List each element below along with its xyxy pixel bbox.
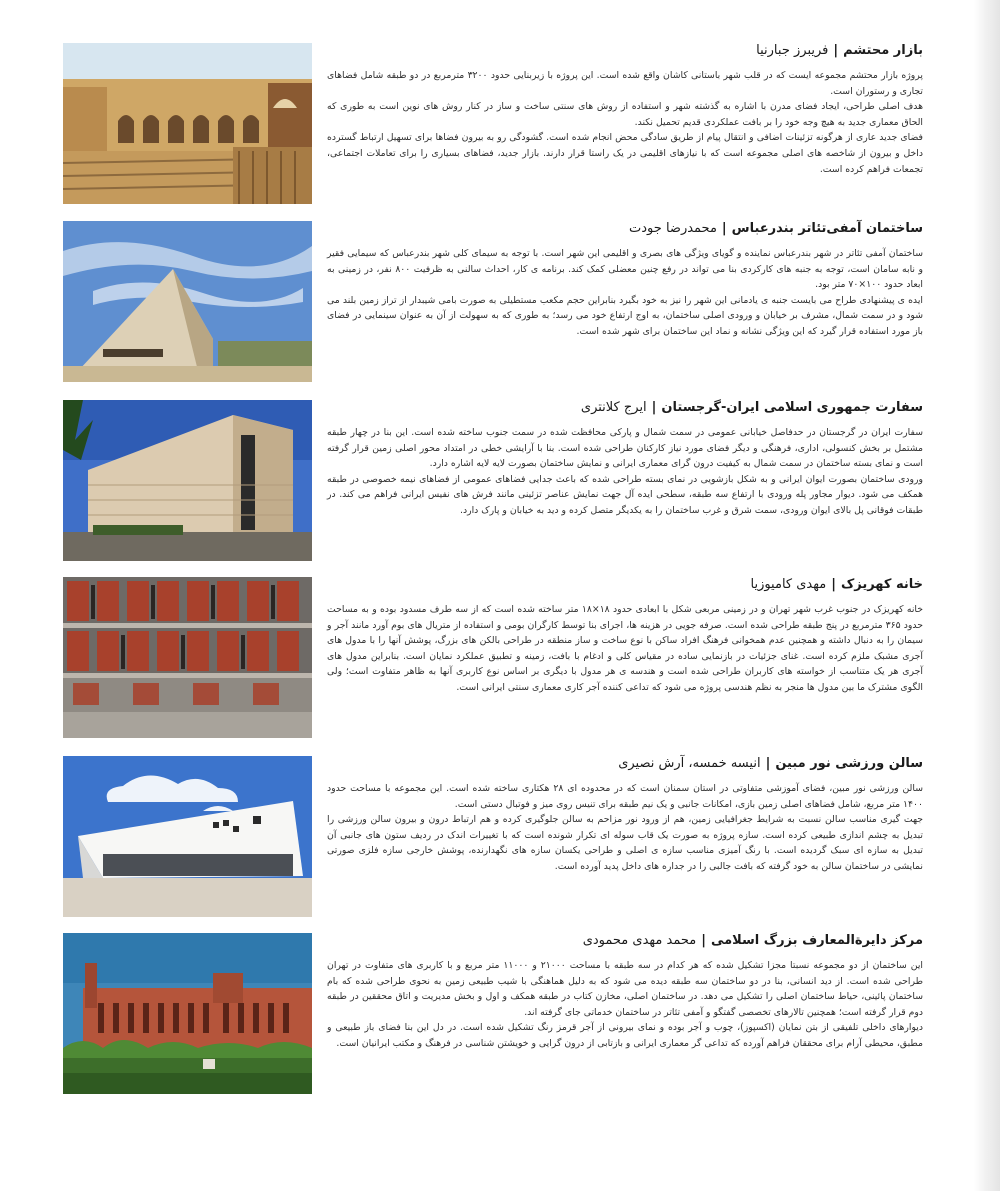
- project-heading: [327, 755, 923, 772]
- project-photo-bandar-abbas-amphitheater: [63, 221, 312, 382]
- project-paragraph: سفارت ایران در گرجستان در حدفاصل خیابانی عمومی در سمت شمال و پارکی محافظت شده در سمت جنوب ساخته شده است. این بنا در چهار طبقه مشتمل بر بخش کنسولی، اداری، فرهنگی و دیگر فضای مورد نیاز کارکنان طراحی شده است. بنا با آرایشی خطی در امتداد محور اصلی زمین قرار گرفته است و نمای بسته ساختمان در سمت شمال به کیفیت درون گرای معماری ایرانی و نمایش ساختمان بصورت لایه لایه اشاره دارد.: [327, 427, 923, 470]
- project-text: [327, 576, 923, 696]
- project-paragraph: ورودی ساختمان بصورت ایوان ایرانی و به شکل بازشویی در نمای بسته طراحی شده که باعث جدایی فضاهای عمومی از فضاهای نیمه خصوصی در طبقه همکف می شود. دیوار مجاور پله ورودی با ارتفاع سه طبقه، سطحی ایده آل جهت نمایش عناصر تزئینی مانند فرش های نفیس ایرانی فراهم می کند. در طبقات فوقانی پل بالای ایوان ورودی، سمت شرق و غرب ساختمان را به یکدیگر متصل کرده و دید به خیابان و پارک دارد.: [327, 473, 923, 516]
- project-entry: [63, 933, 923, 1098]
- project-paragraph: سالن ورزشی نور مبین، فضای آموزشی متفاوتی در استان سمنان است که در محدوده ای ۲۸ هکتاری ساخته شده است. این مجموعه با مساحت حدود ۱۴۰۰ متر مربع، شامل فضاهای اصلی زمین بازی، امکانات جانبی و یک نیم طبقه برای تنیس روی میز و فوتبال دستی است.: [327, 783, 924, 810]
- project-architect: ایرج کلانتری: [580, 400, 647, 415]
- project-entry: [63, 756, 923, 921]
- project-title: ساختمان آمفی‌تئاتر بندرعباس: [731, 221, 923, 236]
- project-photo-mohtasham-bazaar: [63, 43, 312, 204]
- heading-separator: |: [831, 577, 836, 592]
- project-heading: [327, 932, 923, 949]
- project-title: بازار محتشم: [843, 43, 923, 58]
- project-architect: محمد مهدی محمودی: [582, 933, 697, 948]
- project-title: خانه کهریزک: [840, 577, 923, 592]
- project-architect: مهدی کامیوزیا: [750, 577, 827, 592]
- kahrizak-house-photo-illustration: [63, 577, 312, 738]
- page-edge-shadow: [974, 0, 1000, 1191]
- heading-separator: |: [833, 43, 839, 58]
- embassy-photo-illustration: [63, 400, 312, 561]
- heading-separator: |: [721, 221, 727, 236]
- heading-separator: |: [765, 756, 771, 771]
- project-text: [327, 399, 923, 519]
- project-entry: [63, 577, 923, 742]
- project-paragraph: ساختمان آمفی تئاتر در شهر بندرعباس نماینده و گویای ویژگی های بصری و اقلیمی این شهر است. با توجه به سیمای کلی شهر بندرعباس که سیمایی فقیر و نابه سامان است، توجه به جنبه های کارکردی بنا می تواند در رفع چنین معضلی کمک کند. برنامه ی کار، احداث سالنی به ظرفیت ۸۰۰ نفر، در زمینی به ابعاد حدود ۱۰۰×۷۰ متر بود.: [327, 248, 923, 291]
- bazaar-photo-illustration: [63, 43, 312, 204]
- project-text: [327, 220, 923, 340]
- project-paragraph: دیوارهای داخلی تلفیقی از بتن نمایان (اکسپوز)، چوب و آجر بوده و نمای بیرونی از آجر قرمز رنگ تشکیل شده است. در دل این بنا فضای باز طبیعی و مطبق، محیطی آرام برای محققان فراهم آورده که تداعی گر معماری ایرانی و بازتابی از درون گرایی و خویشتن شناسی در فرهنگ و مکتب ایرانیان است.: [327, 1022, 923, 1049]
- project-architect: انیسه خمسه، آرش نصیری: [618, 756, 761, 771]
- heading-separator: |: [651, 400, 657, 415]
- project-heading: [327, 576, 923, 593]
- project-paragraph: هدف اصلی طراحی، ایجاد فضای مدرن با اشاره به گذشته شهر و استفاده از روش های سنتی ساخت و ساز در کنار روش های نوین است به طوری که الحاق معماری جدید به هیچ وجه خود را بر بافت عملکردی قدیم تحمیل نکند.: [327, 101, 923, 128]
- project-entry: [63, 400, 923, 565]
- project-text: [327, 42, 923, 177]
- project-paragraph: فضای جدید عاری از هرگونه تزئینات اضافی و انتقال پیام از طریق سادگی محض انجام شده است. گشودگی رو به بیرون فضاها برای تسهیل ارتباط گسترده داخل و بیرون از شاخصه های اصلی مجموعه است که با نیازهای اقلیمی در یک راستا قرار دارند. بازار جدید، فضاهای بسیاری را برای تعاملات اجتماعی، تجمعات فراهم کرده است.: [327, 132, 923, 175]
- project-title: سالن ورزشی نور مبین: [775, 756, 923, 771]
- project-paragraph: جهت گیری مناسب سالن نسبت به شرایط جغرافیایی زمین، هم از ورود نور مزاحم به سالن جلوگیری کرده و هم ارتباط درون و بیرون سالن ورزشی را تبدیل به چشم اندازی طبیعی کرده است. سازه پروژه به صورت یک قاب سوله ای تکرار شونده است که با تغییرات اندک در ردیف ستون های جانبی آن تبدیل به سازه ای سبک گردیده است. با رنگ آمیزی مناسب سازه ی اصلی و طراحی یکسان سازه های نگهدارنده، پوشش خارجی سازه فلزی صورتی نمایشی در ساختمان سالن به خود گرفته که بافت جالبی را در جداره های داخل پدید آورده است.: [327, 814, 923, 872]
- project-text: [327, 932, 923, 1052]
- project-photo-great-islamic-encyclopedia-center: [63, 933, 312, 1094]
- project-title: مرکز دایرةالمعارف بزرگ اسلامی: [710, 933, 923, 948]
- sports-hall-photo-illustration: [63, 756, 312, 917]
- project-architect: فریبرز جبارنیا: [756, 43, 829, 58]
- project-photo-noor-mobin-sports-hall: [63, 756, 312, 917]
- encyclopedia-center-photo-illustration: [63, 933, 312, 1094]
- heading-separator: |: [701, 933, 706, 948]
- project-text: [327, 755, 923, 875]
- project-entry: [63, 43, 923, 208]
- project-architect: محمدرضا جودت: [629, 221, 717, 236]
- project-title: سفارت جمهوری اسلامی ایران-گرجستان: [661, 400, 923, 415]
- project-heading: [327, 42, 923, 59]
- project-heading: [327, 220, 923, 237]
- project-paragraph: ایده ی پیشنهادی طراح می بایست جنبه ی یادمانی این شهر را نیز به خود بگیرد بنابراین حجم مکعب مستطیلی به صورت بامی شیبدار از تراز زمین بلند می شود و در سمت شمال، مشرف بر خیابان و ورودی اصلی ساختمان، به اوج ارتفاع خود می رسد؛ به طوری که به سهولت از آن به عنوان سینمایی در فضای باز مورد استفاده قرار گیرد که این ویژگی نشانه و نماد این ساختمان برای شهر شده است.: [327, 294, 923, 337]
- project-paragraph: خانه کهریزک در جنوب غرب شهر تهران و در زمینی مربعی شکل با ابعادی حدود ۱۸×۱۸ متر ساخته شده است که از سه طرف مسدود بوده و به مساحت حدود ۳۶۵ مترمربع در پنج طبقه طراحی شده است. صرفه جویی در هزینه ها، اجرای بنا توسط کارگران بومی و استفاده از متریال های بوم آورد مانند آجر و سیمان را به دنبال داشته و همچنین عدم همخوانی فرهنگ افراد ساکن با نوع ساخت و ساز منطقه در طراحی بالکن های بزرگ، پوشش آنها را با مدول های آجری مشبک ملزم کرده است. غنای جزئیات در بازنمایی ساده در مقیاس کلی و ادغام با بافت، زمینه و تطبیق عملکرد نمایان است. بنابراین مدول های آجری هر یک متناسب از خواسته های کاربران طراحی شده است و هندسه ی هر مدول با دیگری بر اساس نوع کاربری آنها به ظاهر متفاوت است؛ ولی الگوی مشترک ما بین مدول ها منجر به نظم هندسی پروژه می شود که تداعی کننده آجر کاری معماری سنتی ایرانی است.: [327, 604, 924, 693]
- project-photo-iran-embassy-georgia: [63, 400, 312, 561]
- project-entry: [63, 221, 923, 386]
- project-heading: [327, 399, 923, 416]
- amphitheater-photo-illustration: [63, 221, 312, 382]
- project-photo-kahrizak-house: [63, 577, 312, 738]
- project-paragraph: پروژه بازار محتشم مجموعه ایست که در قلب شهر باستانی کاشان واقع شده است. این پروژه با زیربنایی حدود ۳۲۰۰ مترمربع در دو طبقه شامل فضاهای تجاری و رستوران است.: [327, 70, 924, 97]
- project-paragraph: این ساختمان از دو مجموعه نسبتا مجزا تشکیل شده که هر کدام در سه طبقه با مساحت ۲۱۰۰۰ و ۱۱۰۰۰ متر مربع و با کاربری های متفاوت در تهران طراحی شده است. از دید انسانی، بنا در دو ساختمان سه طبقه دیده می شود که به دلیل هماهنگی با شیب طبیعی زمین به نحوی طراحی شده که بام ساختمان پائینی، حیاط ساختمان اصلی را تشکیل می دهد. در ساختمان اصلی، مخازن کتاب در طبقه همکف و اول و بخش مدیریت و اتاق محققین در طبقه دوم قرار گرفته است؛ همچنین تالارهای تخصصی گفتگو و آمفی تئاتر در ساختمان خدماتی جای گرفته اند.: [327, 960, 923, 1018]
